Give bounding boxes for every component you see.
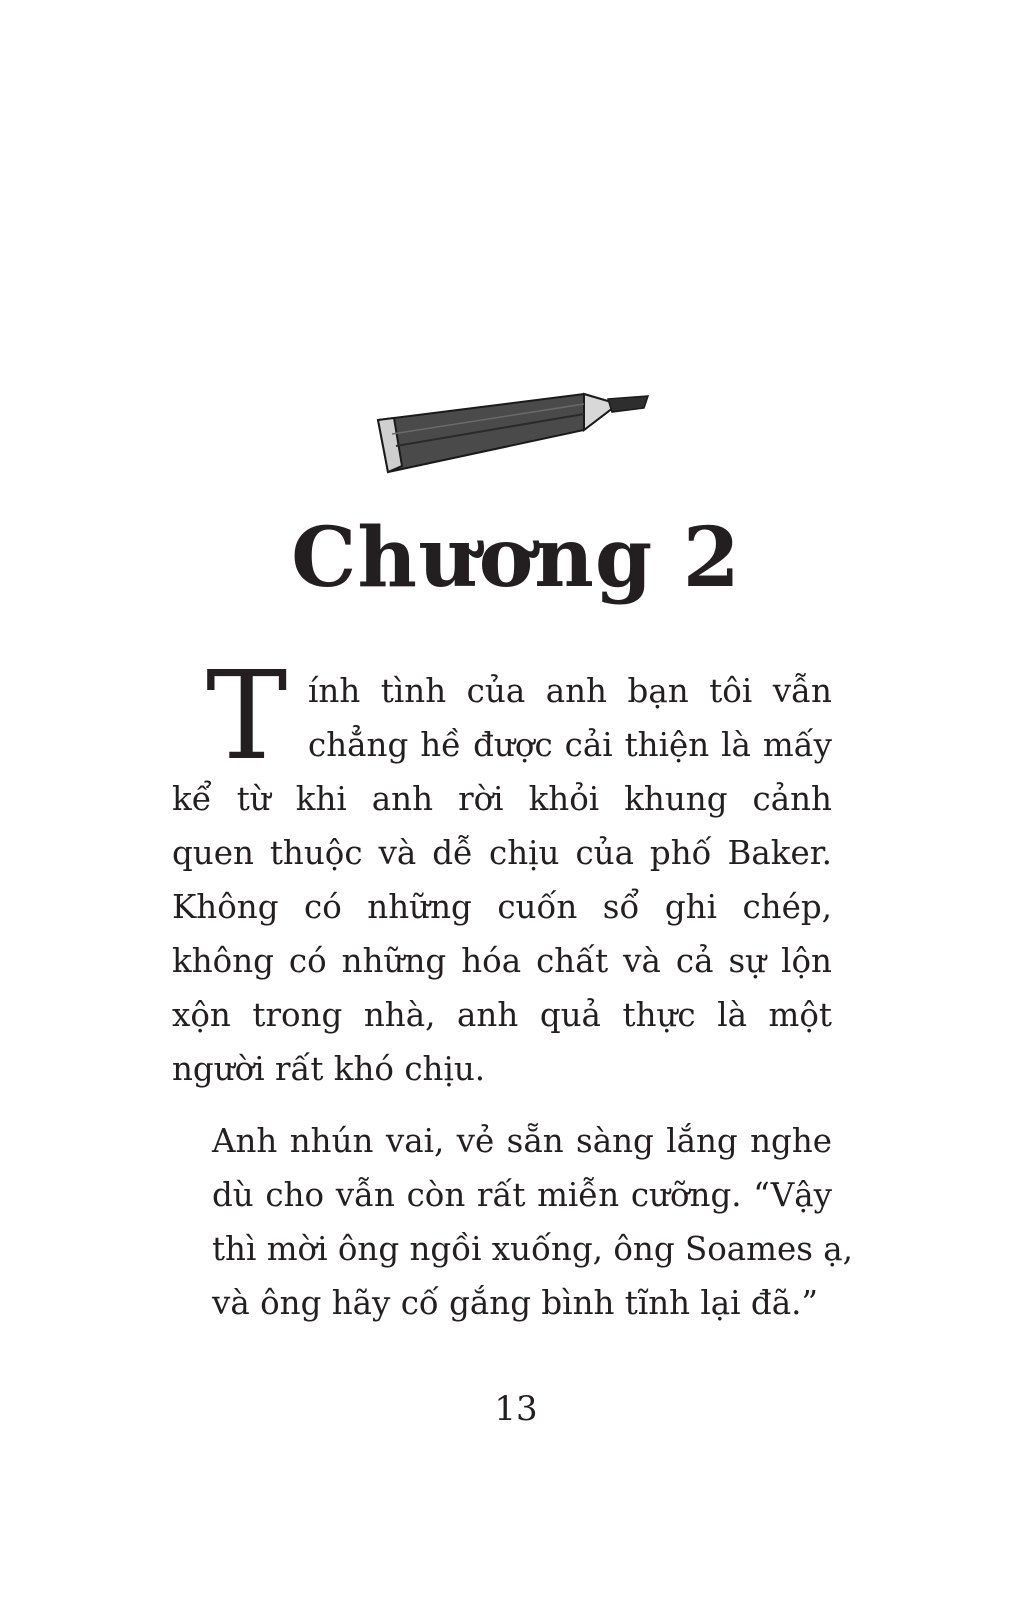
paragraph-1	[172, 645, 832, 1096]
text-line: không có những hóa chất và cả sự lộn	[172, 942, 832, 980]
text-line: và ông hãy cố gắng bình tĩnh lại đã.”	[212, 1284, 819, 1322]
paragraph-2	[172, 1114, 853, 1330]
text-line: kể từ khi anh rời khỏi khung cảnh	[172, 780, 832, 818]
text-line: người rất khó chịu.	[172, 1050, 486, 1088]
text-line: dù cho vẫn còn rất miễn cưỡng. “Vậy	[212, 1176, 832, 1214]
chapter-title: Chương 2	[291, 510, 741, 606]
page-number: 13	[494, 1389, 538, 1429]
text-line: Không có những cuốn sổ ghi chép,	[172, 888, 832, 926]
text-line: chẳng hề được cải thiện là mấy	[308, 726, 832, 764]
body-text	[172, 645, 853, 1330]
text-line: quen thuộc và dễ chịu của phố Baker.	[172, 834, 832, 872]
text-line: thì mời ông ngồi xuống, ông Soames ạ,	[212, 1230, 853, 1268]
text-line: xộn trong nhà, anh quả thực là một	[172, 996, 832, 1034]
text-line: ính tình của anh bạn tôi vẫn	[308, 672, 832, 710]
drop-cap: T	[206, 645, 288, 787]
pencil-illustration	[372, 388, 650, 476]
text-line: Anh nhún vai, vẻ sẵn sàng lắng nghe	[212, 1122, 832, 1160]
